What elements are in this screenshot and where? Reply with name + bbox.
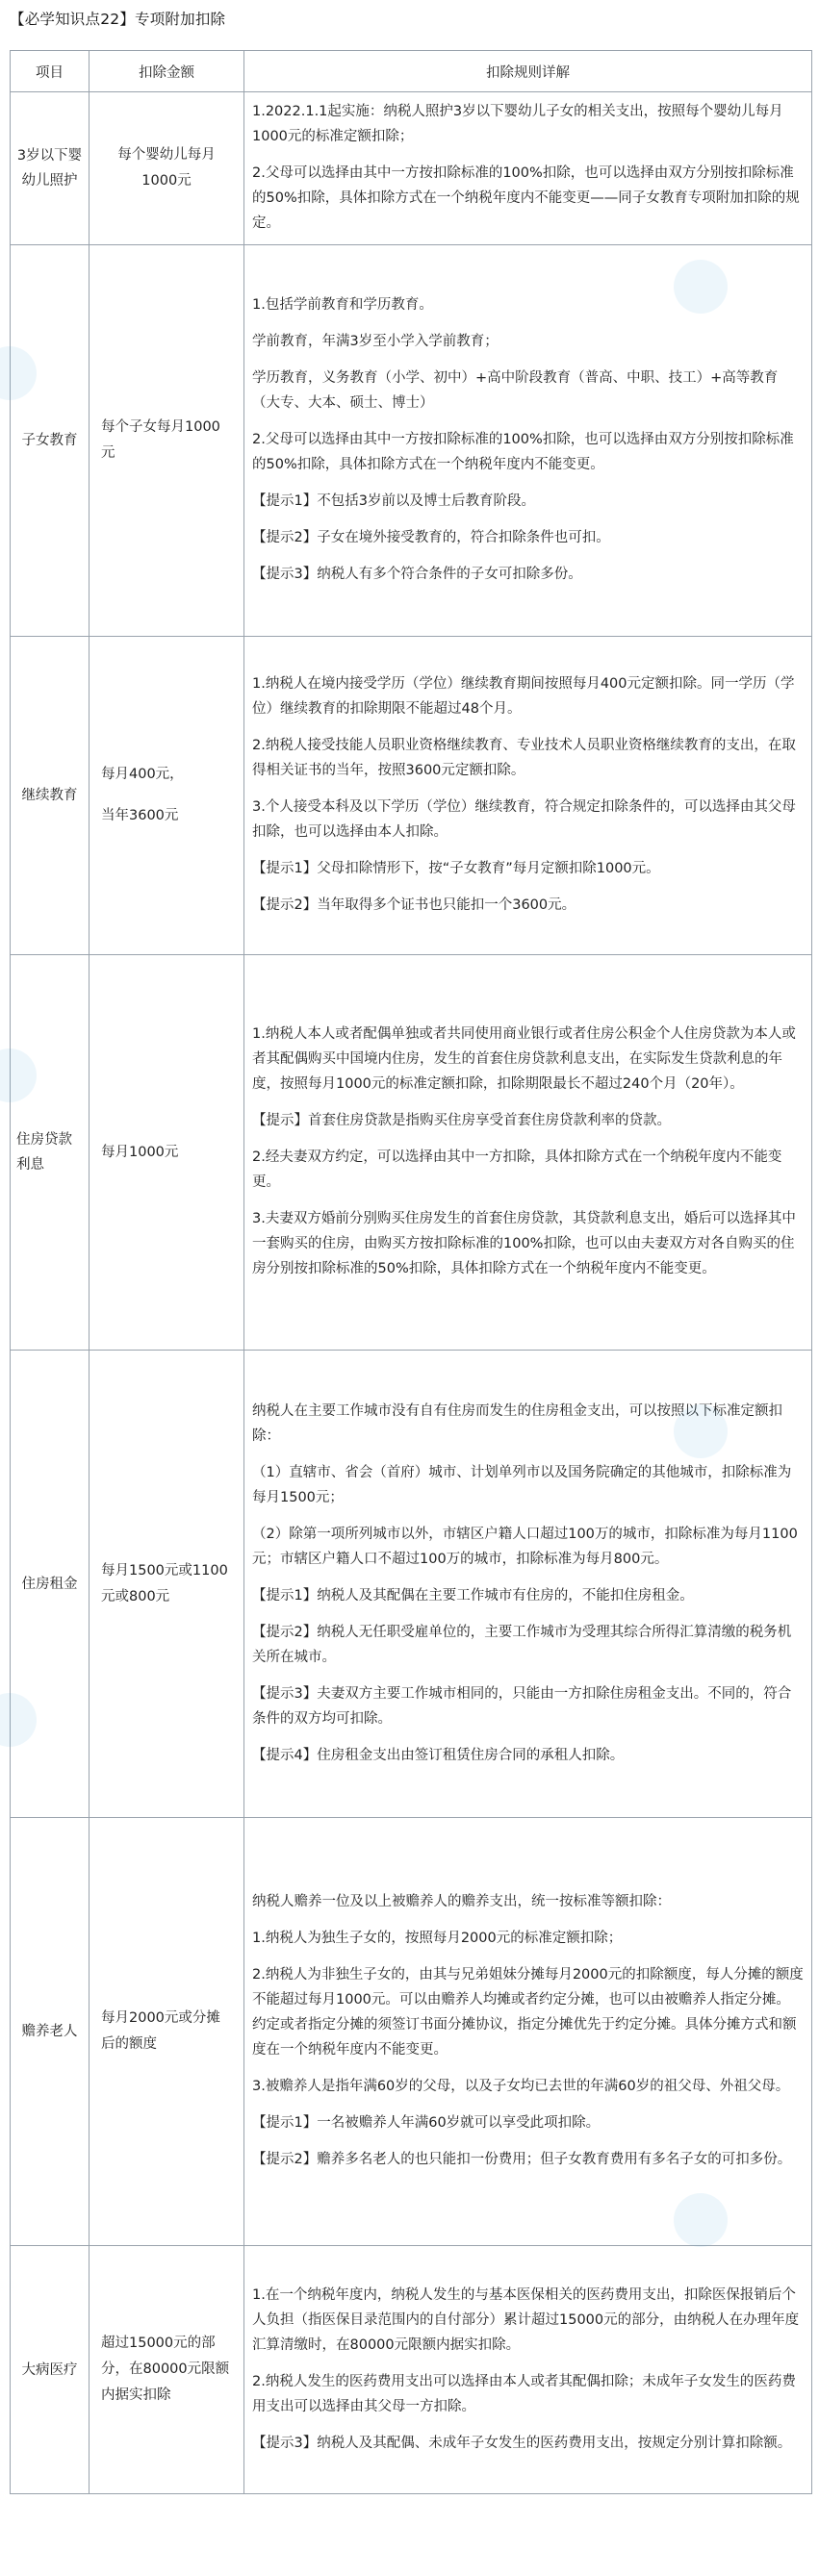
amount-cell: 每月1500元或1100元或800元 [90,1351,244,1818]
rule-paragraph: 2.纳税人接受技能人员职业资格继续教育、专业技术人员职业资格继续教育的支出，在取得相关证书的当年，按照3600元定额扣除。 [252,738,796,778]
item-cell: 住房贷款利息 [11,955,90,1351]
rule-paragraph: （2）除第一项所列城市以外，市辖区户籍人口超过100万的城市，扣除标准为每月1100元；市辖区户籍人口不超过100万的城市，扣除标准为每月800元。 [252,1526,798,1567]
amount-line: 当年3600元 [101,808,179,823]
table-row-continuing-education [11,637,812,955]
rule-paragraph: 2.经夫妻双方约定，可以选择由其中一方扣除，具体扣除方式在一个纳税年度内不能变更。 [252,1149,782,1190]
rule-paragraph: 3.个人接受本科及以下学历（学位）继续教育，符合规定扣除条件的，可以选择由其父母扣除，也可以选择由本人扣除。 [252,799,796,840]
amount-cell [90,637,244,955]
amount-cell: 每月1000元 [90,955,244,1351]
rule-paragraph: 1.纳税人本人或者配偶单独或者共同使用商业银行或者住房公积金个人住房贷款为本人或者其配偶购买中国境内住房，发生的首套住房贷款利息支出，在实际发生贷款利息的年度，按照每月1000元的标准定额扣除，扣除期限最长不超过240个月（20年）。 [252,1026,796,1092]
rule-paragraph: 【提示1】纳税人及其配偶在主要工作城市有住房的，不能扣住房租金。 [252,1587,694,1604]
rule-paragraph: 【提示2】当年取得多个证书也只能扣一个3600元。 [252,897,576,913]
rule-paragraph: 【提示2】子女在境外接受教育的，符合扣除条件也可扣。 [252,530,610,545]
table-header-row [11,51,812,92]
rule-paragraph: （1）直辖市、省会（首府）城市、计划单列市以及国务院确定的其他城市，扣除标准为每月1500元； [252,1464,792,1505]
rules-cell [244,955,812,1351]
item-cell: 继续教育 [11,637,90,955]
item-cell: 子女教育 [11,245,90,637]
rule-paragraph: 【提示2】赡养多名老人的也只能扣一份费用；但子女教育费用有多名子女的可扣多份。 [252,2152,792,2167]
rule-paragraph: 【提示】首套住房贷款是指购买住房享受首套住房贷款利率的贷款。 [252,1113,671,1128]
rule-paragraph: 2.父母可以选择由其中一方按扣除标准的100%扣除，也可以选择由双方分别按扣除标准的50%扣除，具体扣除方式在一个纳税年度内不能变更——同子女教育专项附加扣除的规定。 [252,165,800,231]
rule-paragraph: 1.在一个纳税年度内，纳税人发生的与基本医保相关的医药费用支出，扣除医保报销后个人负担（指医保目录范围内的自付部分）累计超过15000元的部分，由纳税人在办理年度汇算清缴时，在80000元限额内据实扣除。 [252,2286,800,2353]
table-row-children-education [11,245,812,637]
table-row-housing-loan [11,955,812,1351]
amount-cell: 超过15000元的部分，在80000元限额内据实扣除 [90,2246,244,2494]
table-row-elderly-support [11,1818,812,2246]
item-cell: 住房租金 [11,1351,90,1818]
rules-cell [244,637,812,955]
rule-paragraph: 纳税人赡养一位及以上被赡养人的赡养支出，统一按标准等额扣除： [252,1894,671,1909]
rule-paragraph: 2.纳税人发生的医药费用支出可以选择由本人或者其配偶扣除；未成年子女发生的医药费用支出可以选择由其父母一方扣除。 [252,2373,796,2414]
rules-cell [244,1818,812,2246]
rule-paragraph: 1.2022.1.1起实施：纳税人照护3岁以下婴幼儿子女的相关支出，按照每个婴幼儿每月1000元的标准定额扣除； [252,104,783,144]
item-cell: 3岁以下婴幼儿照护 [11,92,90,245]
table-row-infant-care [11,92,812,245]
table-row-housing-rent [11,1351,812,1818]
rules-cell [244,92,812,245]
header-item: 项目 [11,51,90,92]
rule-paragraph: 【提示4】住房租金支出由签订租赁住房合同的承租人扣除。 [252,1747,625,1763]
rule-paragraph: 学前教育，年满3岁至小学入学前教育； [252,334,499,349]
rule-paragraph: 学历教育，义务教育（小学、初中）+高中阶段教育（普高、中职、技工）+高等教育（大专、大本、硕士、博士） [252,370,779,411]
rule-paragraph: 【提示1】一名被赡养人年满60岁就可以享受此项扣除。 [252,2115,601,2131]
rule-paragraph: 【提示1】不包括3岁前以及博士后教育阶段。 [252,493,535,509]
rule-paragraph: 【提示3】纳税人有多个符合条件的子女可扣除多份。 [252,567,582,582]
amount-cell: 每个子女每月1000元 [90,245,244,637]
rule-paragraph: 1.包括学前教育和学历教育。 [252,297,433,313]
rule-paragraph: 1.纳税人为独生子女的，按照每月2000元的标准定额扣除； [252,1931,623,1946]
page-title: 【必学知识点22】专项附加扣除 [10,11,226,28]
table-row-serious-illness [11,2246,812,2494]
rule-paragraph: 3.被赡养人是指年满60岁的父母，以及子女均已去世的年满60岁的祖父母、外祖父母。 [252,2079,790,2094]
rule-paragraph: 【提示3】纳税人及其配偶、未成年子女发生的医药费用支出，按规定分别计算扣除额。 [252,2435,792,2451]
header-amount: 扣除金额 [90,51,244,92]
amount-cell: 每个婴幼儿每月1000元 [90,92,244,245]
rules-cell [244,245,812,637]
rules-cell [244,2246,812,2494]
amount-cell: 每月2000元或分摊后的额度 [90,1818,244,2246]
item-cell: 大病医疗 [11,2246,90,2494]
rule-paragraph: 1.纳税人在境内接受学历（学位）继续教育期间按照每月400元定额扣除。同一学历（学位）继续教育的扣除期限不能超过48个月。 [252,676,795,717]
rule-paragraph: 2.父母可以选择由其中一方按扣除标准的100%扣除，也可以选择由双方分别按扣除标准的50%扣除，具体扣除方式在一个纳税年度内不能变更。 [252,432,794,472]
amount-line: 每月400元， [101,767,184,782]
rule-paragraph: 3.夫妻双方婚前分别购买住房发生的首套住房贷款，其贷款利息支出，婚后可以选择其中一套购买的住房，由购买方按扣除标准的100%扣除，也可以由夫妻双方对各自购买的住房分别按扣除标准的50%扣除，具体扣除方式在一个纳税年度内不能变更。 [252,1211,796,1276]
deduction-table [10,50,812,2494]
rule-paragraph: 【提示1】父母扣除情形下，按“子女教育”每月定额扣除1000元。 [252,861,660,876]
item-cell: 赡养老人 [11,1818,90,2246]
rule-paragraph: 【提示3】夫妻双方主要工作城市相同的，只能由一方扣除住房租金支出。不同的，符合条件的双方均可扣除。 [252,1685,792,1727]
rule-paragraph: 2.纳税人为非独生子女的，由其与兄弟姐妹分摊每月2000元的扣除额度，每人分摊的额度不能超过每月1000元。可以由赡养人均摊或者约定分摊，也可以由被赡养人指定分摊。约定或者指定分摊的须签订书面分摊协议，指定分摊优先于约定分摊。具体分摊方式和额度在一个纳税年度内不能变更。 [252,1967,804,2058]
rules-cell [244,1351,812,1818]
header-rules: 扣除规则详解 [244,51,812,92]
rule-paragraph: 纳税人在主要工作城市没有自有住房而发生的住房租金支出，可以按照以下标准定额扣除： [252,1402,782,1444]
rule-paragraph: 【提示2】纳税人无任职受雇单位的，主要工作城市为受理其综合所得汇算清缴的税务机关所在城市。 [252,1624,792,1665]
